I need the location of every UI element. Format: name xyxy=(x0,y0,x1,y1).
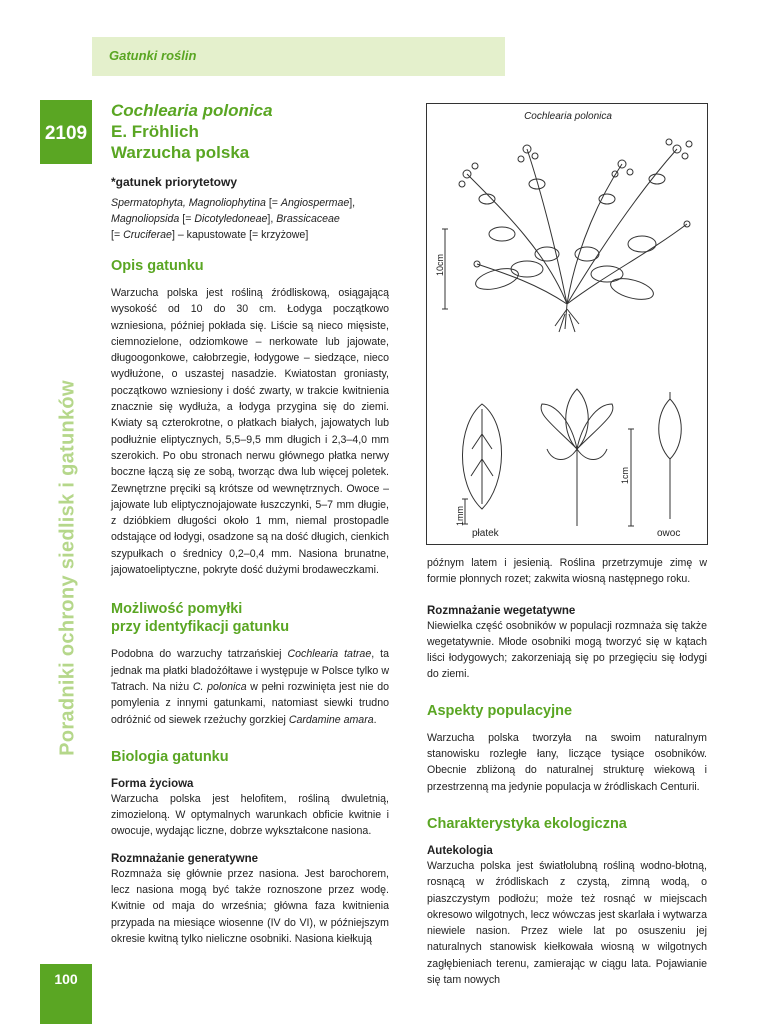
page-number: 100 xyxy=(54,971,78,987)
heading-biologia: Biologia gatunku xyxy=(111,748,229,765)
section-header-band xyxy=(92,37,505,76)
scale-label-plant: 10cm xyxy=(435,253,445,276)
right-column xyxy=(427,555,707,988)
species-polish-name: Warzucha polska xyxy=(111,143,250,162)
plant-illustration xyxy=(426,103,708,545)
heading-opis: Opis gatunku xyxy=(111,258,204,274)
heading-ekologia: Charakterystyka ekologiczna xyxy=(427,815,627,832)
generatywne-text: Rozmnaża się głównie przez nasiona. Jest barochorem, lecz nasiona mogą być także roznoszone przez wodę. Kwitnie od maja do września; główna faza kwitnienia przypada na miesiące wiosenne (IV do VI), w późniejszym okresie kwitną tylko nieliczne osobniki. Nasiona kiełkują xyxy=(111,867,389,945)
series-title: Poradniki ochrony siedlisk i gatunków xyxy=(56,380,79,756)
generatywne-text-cont: późnym latem i jesienią. Roślina przetrzymuje zimę w formie płonnych rozet; zakwita wiosną następnego roku. xyxy=(427,557,707,586)
heading-generatywne: Rozmnażanie generatywne xyxy=(111,852,258,865)
heading-aspekty: Aspekty populacyjne xyxy=(427,702,573,719)
plant-drawing xyxy=(427,104,709,546)
left-column xyxy=(111,100,389,947)
autekologia-text: Warzucha polska jest światłolubną rośliną wodno-błotną, rosnącą w źródliskach z czystą, zimną wodą, o piaszczystym podłożu; może też rosnąć w miejscach okresowo wilgotnych, lecz wówczas jest skarlała i wytwarza niewiele nasion. Przez wiele lat po osuszeniu jej naturalnych stanowisk kiełkowała wiosną w wilgotnych zagłębieniach terenu, zamierając w ciągu lata. Pojawianie się tam nowych xyxy=(427,859,707,987)
opis-text: Warzucha polska jest rośliną źródliskową, osiągającą wysokość od 10 do 30 cm. Łodyga początkowo wzniesiona, później pokłada się. Liście są nieco mięsiste, ciemnozielone, odziomkowe – nerkowate lub jajowate, długoogonkowe, całobrzegie, łodygowe – siedzące, nieco wydłużone, o uszastej nasadzie. Kwiatostan groniasty, początkowo wzniesiony i dość zwarty, w trakcie kwitnienia znacznie się wydłuża, a łodyga przygina się do ziemi. Kwiaty są czterokrotne, o płatkach białych, jajowatych lub podłużnie eliptycznych, 5,5–9,5 mm długich i 2,3–4,0 mm szerokich. Po obu stronach nerwu głównego płatka nerwy boczne łączą się ze sobą, tworząc dwa lub więcej poletek. Zewnętrzne pręciki są krótsze od wewnętrznych. Owoce – jajowate lub eliptycznojajowate łuszczynki, 5–7 mm długie, z dzióbkiem długości około 1 mm, niemal prostopadle odstające od łodygi, osadzone są na dość długich, cienkich szypułkach o średnicy 0,2–0,4 mm. Nasiona brunatne, jajowatoeliptyczne, pokryte dość dużymi brodaweczkami. xyxy=(111,287,389,577)
figure-caption: Cochlearia polonica xyxy=(524,111,612,122)
species-code-tab xyxy=(40,100,92,164)
scale-label-petal: 1mm xyxy=(455,506,465,526)
page-number-block xyxy=(40,964,92,1024)
heading-wegetatywne: Rozmnażanie wegetatywne xyxy=(427,604,576,617)
species-author: E. Fröhlich xyxy=(111,122,199,141)
aspekty-text: Warzucha polska tworzyła na swoim naturalnym stanowisku rozległe łany, liczące tysiące osobników. Obecnie zbliżoną do naturalnej strukturę wiekową i przestrzenną ma jedynie populacja w źródliskach Centurii. xyxy=(427,731,707,793)
taxonomy: Spermatophyta, Magnoliophytina [= Angiospermae], Magnoliopsida [= Dicotyledoneae], Brassicaceae [= Cruciferae] – kapustowate [= krzyżowe] xyxy=(111,197,356,241)
pomylki-text: Podobna do warzuchy tatrzańskiej Cochlearia tatrae, ta jednak ma płatki bladożółtawe i występuje w Polsce tylko w Tatrach. Na niżu C. polonica w pełni rozwinięta jest nie do pomylenia z innymi gatunkami, natomiast siewki trudno odróżnić od siewek rzeżuchy gorzkiej Cardamine amara. xyxy=(111,648,390,726)
heading-forma: Forma życiowa xyxy=(111,777,194,790)
heading-pomylki-2: przy identyfikacji gatunku xyxy=(111,619,290,636)
scale-label-fruit: 1cm xyxy=(620,466,630,484)
species-code: 2109 xyxy=(44,123,88,144)
priority-label: *gatunek priorytetowy xyxy=(111,175,238,189)
label-fruit: owoc xyxy=(657,528,681,539)
section-header-title: Gatunki roślin xyxy=(109,48,197,63)
forma-text: Warzucha polska jest helofitem, rośliną dwuletnią, zimozieloną. W optymalnych warunkach obficie kwitnie i owocuje, wydając liczne, dobrze wykształcone nasiona. xyxy=(111,792,389,838)
wegetatywne-text: Niewielka część osobników w populacji rozmnaża się także wegetatywnie. Młode osobniki mogą tworzyć się w kątach liści łodygowych; zakorzeniają się po przegięciu się łodygi do ziemi. xyxy=(427,619,707,681)
species-latin-name: Cochlearia polonica xyxy=(111,101,273,120)
heading-autekologia: Autekologia xyxy=(427,844,493,857)
label-petal: płatek xyxy=(472,528,499,539)
heading-pomylki-1: Możliwość pomyłki xyxy=(111,601,243,618)
